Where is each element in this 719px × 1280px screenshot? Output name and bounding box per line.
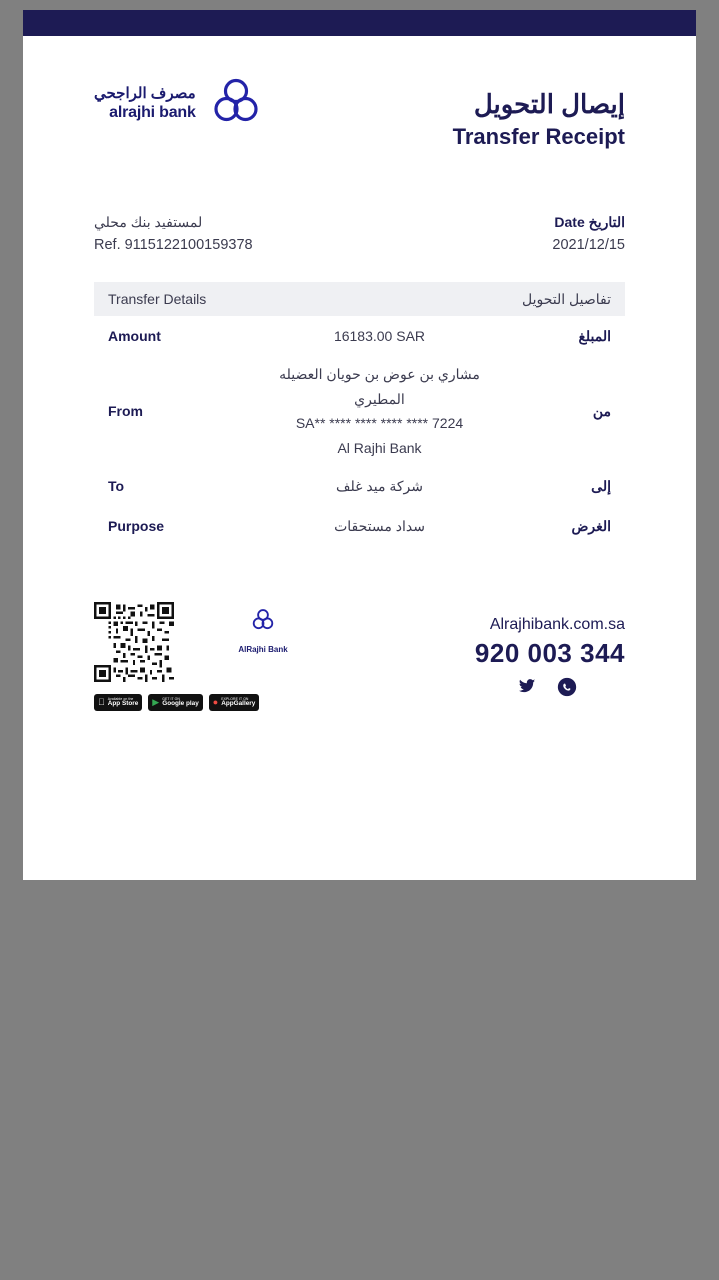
app-promo-label: AlRajhi Bank [238,645,288,654]
row-label-ar: الغرض [571,517,611,534]
twitter-icon[interactable] [517,677,537,697]
app-store-badge[interactable] [94,694,142,711]
row-value-line: Al Rajhi Bank [337,439,422,456]
alrajhi-logo-icon [208,76,264,132]
row-value [258,362,501,460]
table-row [94,316,625,356]
apple-icon [98,698,105,707]
beneficiary-block [94,214,253,253]
table-header-row [94,282,625,316]
top-bar [23,10,696,36]
phone-number: 920 003 344 [474,638,625,668]
google-play-icon: ▶ [145,697,153,707]
appgallery-badge-text [214,696,255,708]
row-value-line: مشاري بن عوض بن حويان العضيله المطيري [279,366,480,407]
row-value [258,474,501,499]
badge-small-text: Available on the [101,696,127,701]
meta-section [94,214,625,268]
date-label-en: Date [554,214,585,230]
app-store-badge-text [101,696,139,708]
row-value-line: SA** **** **** **** **** 7224 [295,415,464,431]
badge-small-text: EXPLORE IT ON [214,696,242,701]
alrajhi-app-icon [250,621,276,638]
badge-big-text: AppGallery [214,700,249,707]
row-label-ar: المبلغ [578,327,611,344]
reference-number: Ref. 9115122100159378 [94,237,253,253]
table-header-ar: تفاصيل التحويل [522,290,611,307]
row-label-ar: من [592,402,611,419]
google-play-badge[interactable] [145,694,203,711]
badge-big-text: Google play [155,700,193,707]
date-label [552,214,625,231]
contact-block [475,616,625,697]
page-title [453,88,625,151]
bank-name-ar: مصرف الراجحي [94,84,196,102]
row-value-line: 16183.00 SAR [333,327,426,344]
bank-logo [94,76,264,132]
row-value-line: سداد مستحقات [334,517,425,534]
receipt-header [23,36,696,166]
row-label-en: Purpose [108,518,165,534]
row-label-ar: إلى [591,477,611,494]
bank-logo-text [94,85,196,124]
website-url[interactable]: Alrajhibank.com.sa [489,616,625,633]
row-label-en: Amount [108,328,161,344]
store-badges [94,694,259,711]
transfer-details-table [94,282,625,546]
row-value [258,324,501,349]
social-links [475,677,625,697]
date-block [552,214,625,253]
date-value: 2021/12/15 [552,237,625,253]
row-label-en: To [108,478,125,494]
receipt-card [23,10,696,880]
table-header-en: Transfer Details [108,291,207,307]
table-row [94,356,625,466]
appgallery-badge[interactable] [206,694,260,711]
beneficiary-note: لمستفيد بنك محلي [94,214,203,230]
title-arabic: إيصال التحويل [473,89,625,119]
qr-code-icon [94,602,174,682]
badge-small-text: GET IT ON [155,696,174,701]
receipt-body [23,36,696,732]
google-play-badge-text [155,696,199,708]
title-english: Transfer Receipt [452,123,625,149]
row-value-line: شركة ميد غلف [336,477,423,494]
receipt-footer [94,602,625,732]
whatsapp-icon[interactable] [557,677,577,697]
row-label-en: From [108,403,143,419]
appgallery-icon: ● [206,697,212,707]
bank-name-en: alrajhi bank [109,104,196,122]
table-row [94,506,625,546]
badge-big-text: App Store [101,700,132,707]
row-value [258,514,501,539]
table-row [94,466,625,506]
app-promo [220,608,306,654]
date-label-ar: التاريخ [588,214,625,230]
